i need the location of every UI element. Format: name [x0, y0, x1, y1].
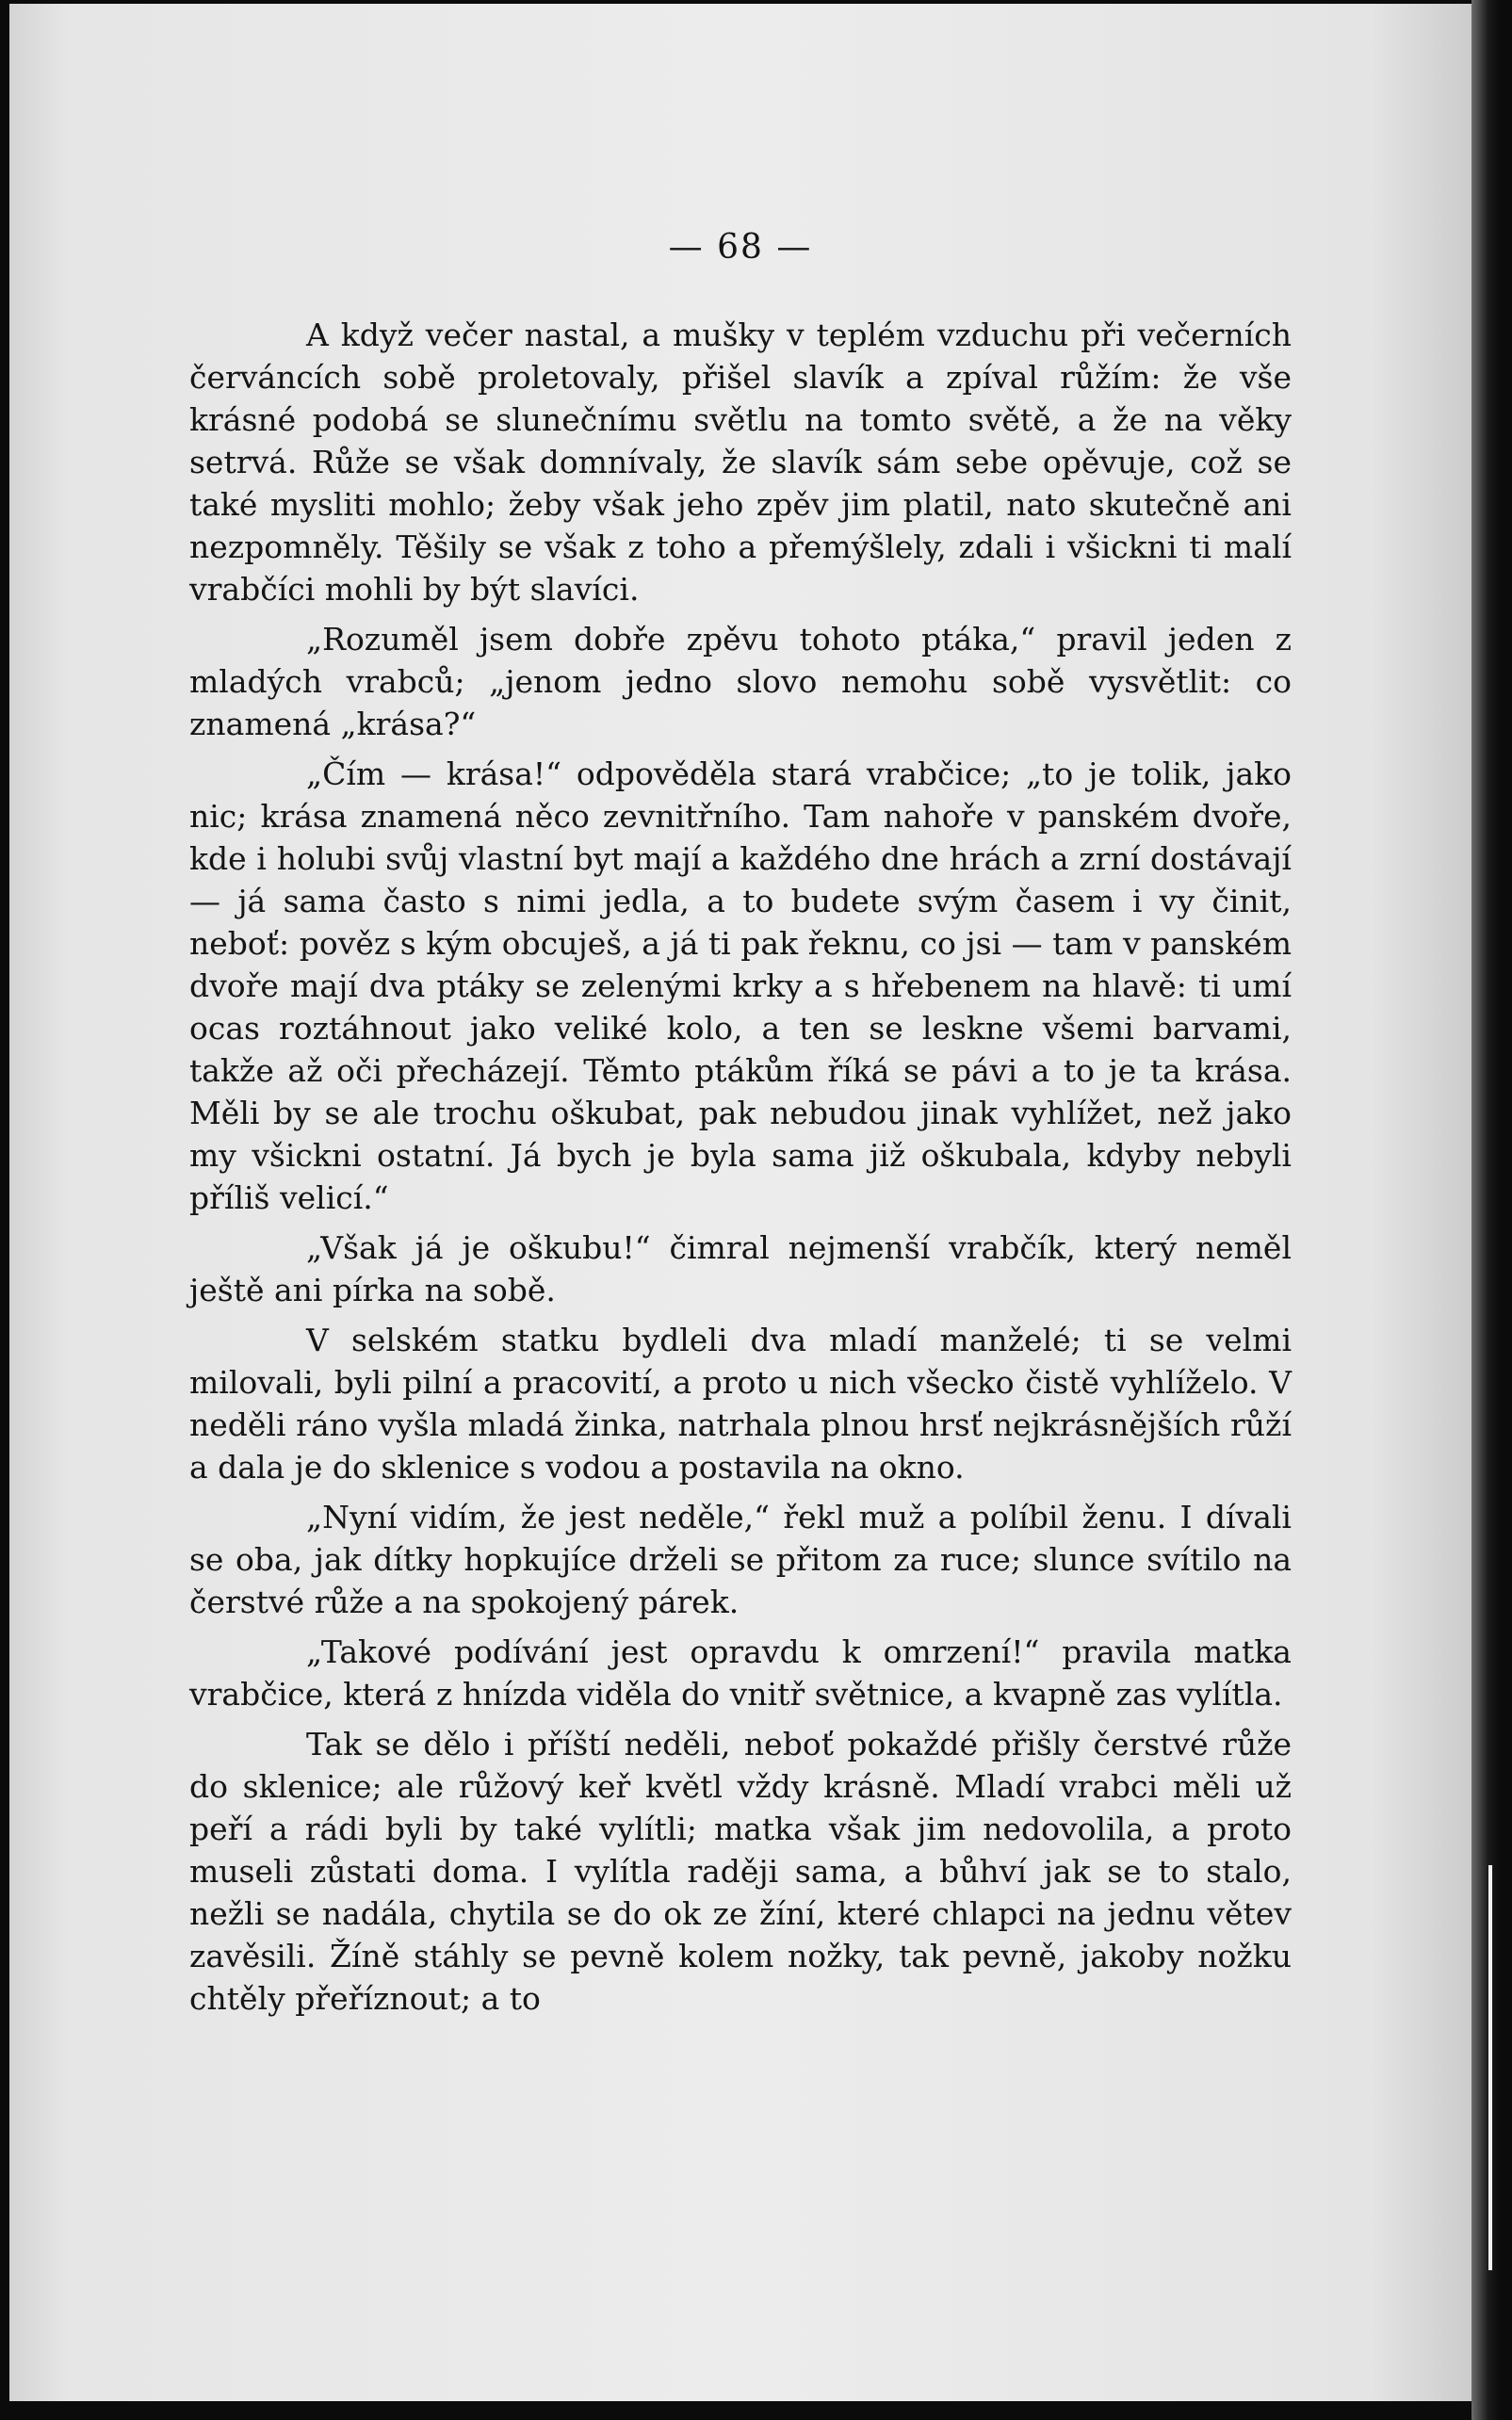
- paragraph-2: „Rozuměl jsem dobře zpěvu tohoto ptáka,“ pravil jeden z mladých vrabců; „jenom jedno slovo nemohu sobě vysvětlit: co znamená „krása?“: [189, 621, 1292, 742]
- paragraph-6: „Nyní vidím, že jest neděle,“ řekl muž a políbil ženu. I dívali se oba, jak dítky hopkujíce drželi se přitom za ruce; slunce svítilo na čerstvé růže a na spokojený párek.: [189, 1499, 1292, 1620]
- paragraph-1: A když večer nastal, a mušky v teplém vzduchu při večerních červáncích sobě proletovaly, přišel slavík a zpíval růžím: že vše krásné podobá se slunečnímu světlu na tomto světě, a že na věky setrvá. Růže se však domnívaly, že slavík sám sebe opěvuje, což se také mysliti mohlo; žeby však jeho zpěv jim platil, nato skutečně ani nezpomněly. Těšily se však z toho a přemýšlely, zdali i všickni ti malí vrabčíci mohli by být slavíci.: [189, 317, 1292, 608]
- page-gutter: [1471, 0, 1500, 2420]
- page-text: [189, 226, 1292, 2027]
- paragraph-8: Tak se dělo i příští neděli, neboť pokaždé přišly čerstvé růže do sklenice; ale růžový keř květl vždy krásně. Mladí vrabci měli už peří a rádi byli by také vylítli; matka však jim nedovolila, a proto museli zůstati doma. I vylítla raději sama, a bůhví jak se to stalo, nežli se nadála, chytila se do ok ze žíní, které chlapci na jednu větev zavěsili. Žíně stáhly se pevně kolem nožky, tak pevně, jakoby nožku chtěly přeříznout; a to: [189, 1726, 1292, 2017]
- paragraph-3: „Čím — krása!“ odpověděla stará vrabčice; „to je tolik, jako nic; krása znamená něco zevnitřního. Tam nahoře v panském dvoře, kde i holubi svůj vlastní byt mají a každého dne hrách a zrní dostávají — já sama často s nimi jedla, a to budete svým časem i vy činit, neboť: pověz s kým obcuješ, a já ti pak řeknu, co jsi — tam v panském dvoře mají dva ptáky se zelenými krky a s hřebenem na hlavě: ti umí ocas roztáhnout jako veliké kolo, a ten se leskne všemi barvami, takže až oči přecházejí. Těmto ptákům říká se pávi a to je ta krása. Měli by se ale trochu oškubat, pak nebudou jinak vyhlížet, než jako my všickni ostatní. Já bych je byla sama již oškubala, kdyby nebyli příliš velicí.“: [189, 755, 1292, 1216]
- paragraph-4: „Však já je oškubu!“ čimral nejmenší vrabčík, který neměl ještě ani pírka na sobě.: [189, 1229, 1292, 1308]
- page-number: — 68 —: [668, 228, 813, 267]
- paragraph-5: V selském statku bydleli dva mladí manželé; ti se velmi milovali, byli pilní a pracovití, a proto u nich všecko čistě vyhlíželo. V neděli ráno vyšla mladá žinka, natrhala plnou hrsť nejkrásnějších růží a dala je do sklenice s vodou a postavila na okno.: [189, 1322, 1292, 1486]
- gutter-highlight: [1488, 1865, 1492, 2270]
- paragraph-7: „Takové podívání jest opravdu k omrzení!“ pravila matka vrabčice, která z hnízda viděla do vnitř světnice, a kvapně zas vylítla.: [189, 1633, 1292, 1713]
